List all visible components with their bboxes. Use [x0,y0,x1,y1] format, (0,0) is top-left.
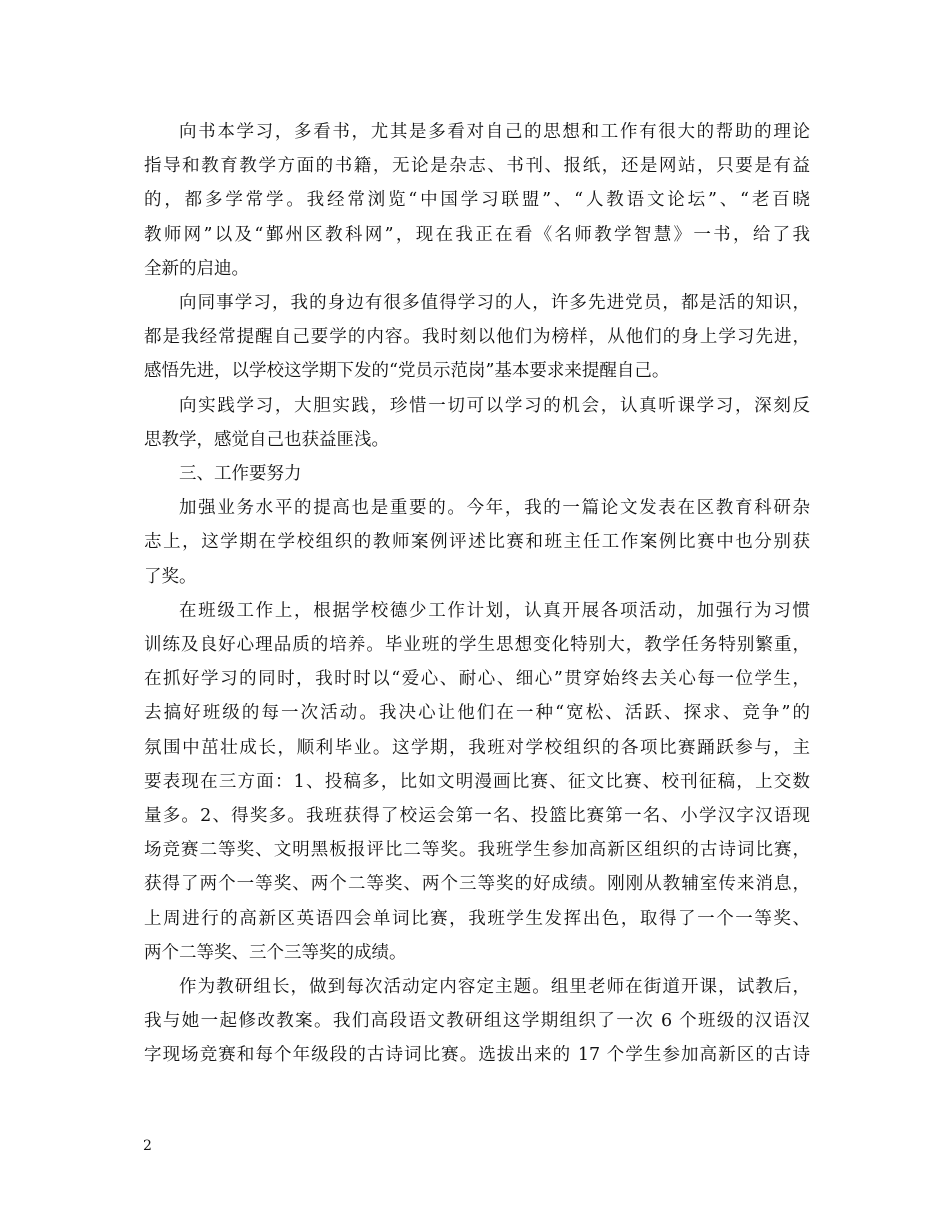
text-line: 全新的启迪。 [144,258,249,279]
text-line: 的，都多学常学。我经常浏览“中国学习联盟”、“人教语文论坛”、“老百晓 [144,190,810,211]
text-line: 加强业务水平的提高也是重要的。今年，我的一篇论文发表在区教育科研杂 [179,498,810,519]
paragraph [144,389,810,457]
text-line: 量多。2、得奖多。我班获得了校运会第一名、投篮比赛第一名、小学汉字汉语现 [144,806,810,827]
text-line: 在班级工作上，根据学校德少工作计划，认真开展各项活动，加强行为习惯 [179,600,810,621]
text-line: 训练及良好心理品质的培养。毕业班的学生思想变化特别大，教学任务特别繁重， [144,635,810,656]
paragraph [144,286,810,389]
text-line: 思教学，感觉自己也获益匪浅。 [144,429,389,450]
text-line: 在抓好学习的同时，我时时以“爱心、耐心、细心”贯穿始终去关心每一位学生， [144,669,810,690]
text-line: 去搞好班级的每一次活动。我决心让他们在一种“宽松、活跃、探求、竞争”的 [144,703,810,724]
page-number: 2 [143,1138,152,1154]
text-line: 向同事学习，我的身边有很多值得学习的人，许多先进党员，都是活的知识， [179,293,810,314]
text-line: 我与她一起修改教案。我们高段语文教研组这学期组织了一次 6 个班级的汉语汉 [144,1011,810,1032]
text-line: 字现场竞赛和每个年级段的古诗词比赛。选拔出来的 17 个学生参加高新区的古诗 [144,1045,810,1066]
text-line: 获得了两个一等奖、两个二等奖、两个三等奖的好成绩。刚刚从教辅室传来消息， [144,874,810,895]
paragraph [144,491,810,594]
text-line: 了奖。 [144,566,197,587]
text-line: 指导和教育教学方面的书籍，无论是杂志、书刊、报纸，还是网站，只要是有益 [144,156,810,177]
text-line: 志上，这学期在学校组织的教师案例评述比赛和班主任工作案例比赛中也分别获 [144,532,810,553]
text-line: 作为教研组长，做到每次活动定内容定主题。组里老师在街道开课，试教后， [179,977,810,998]
section-heading [144,457,810,491]
page-body [144,115,810,1073]
text-line: 教师网”以及“鄞州区教科网”，现在我正在看《名师教学智慧》一书，给了我 [144,224,810,245]
text-line: 都是我经常提醒自己要学的内容。我时刻以他们为榜样，从他们的身上学习先进， [144,327,810,348]
text-line: 上周进行的高新区英语四会单词比赛，我班学生发挥出色，取得了一个一等奖、 [144,908,810,929]
text-line: 三、工作要努力 [179,464,302,485]
paragraph [144,970,810,1073]
text-line: 氛围中茁壮成长，顺利毕业。这学期，我班对学校组织的各项比赛踊跃参与，主 [144,737,810,758]
text-line: 场竞赛二等奖、文明黑板报评比二等奖。我班学生参加高新区组织的古诗词比赛， [144,840,810,861]
text-line: 感悟先进，以学校这学期下发的“党员示范岗”基本要求来提醒自己。 [144,361,670,382]
paragraph [144,594,810,970]
text-line: 两个二等奖、三个三等奖的成绩。 [144,942,407,963]
text-line: 要表现在三方面：1、投稿多，比如文明漫画比赛、征文比赛、校刊征稿，上交数 [144,771,810,792]
paragraph [144,115,810,286]
text-line: 向实践学习，大胆实践，珍惜一切可以学习的机会，认真听课学习，深刻反 [179,395,810,416]
text-line: 向书本学习，多看书，尤其是多看对自己的思想和工作有很大的帮助的理论 [179,122,810,142]
